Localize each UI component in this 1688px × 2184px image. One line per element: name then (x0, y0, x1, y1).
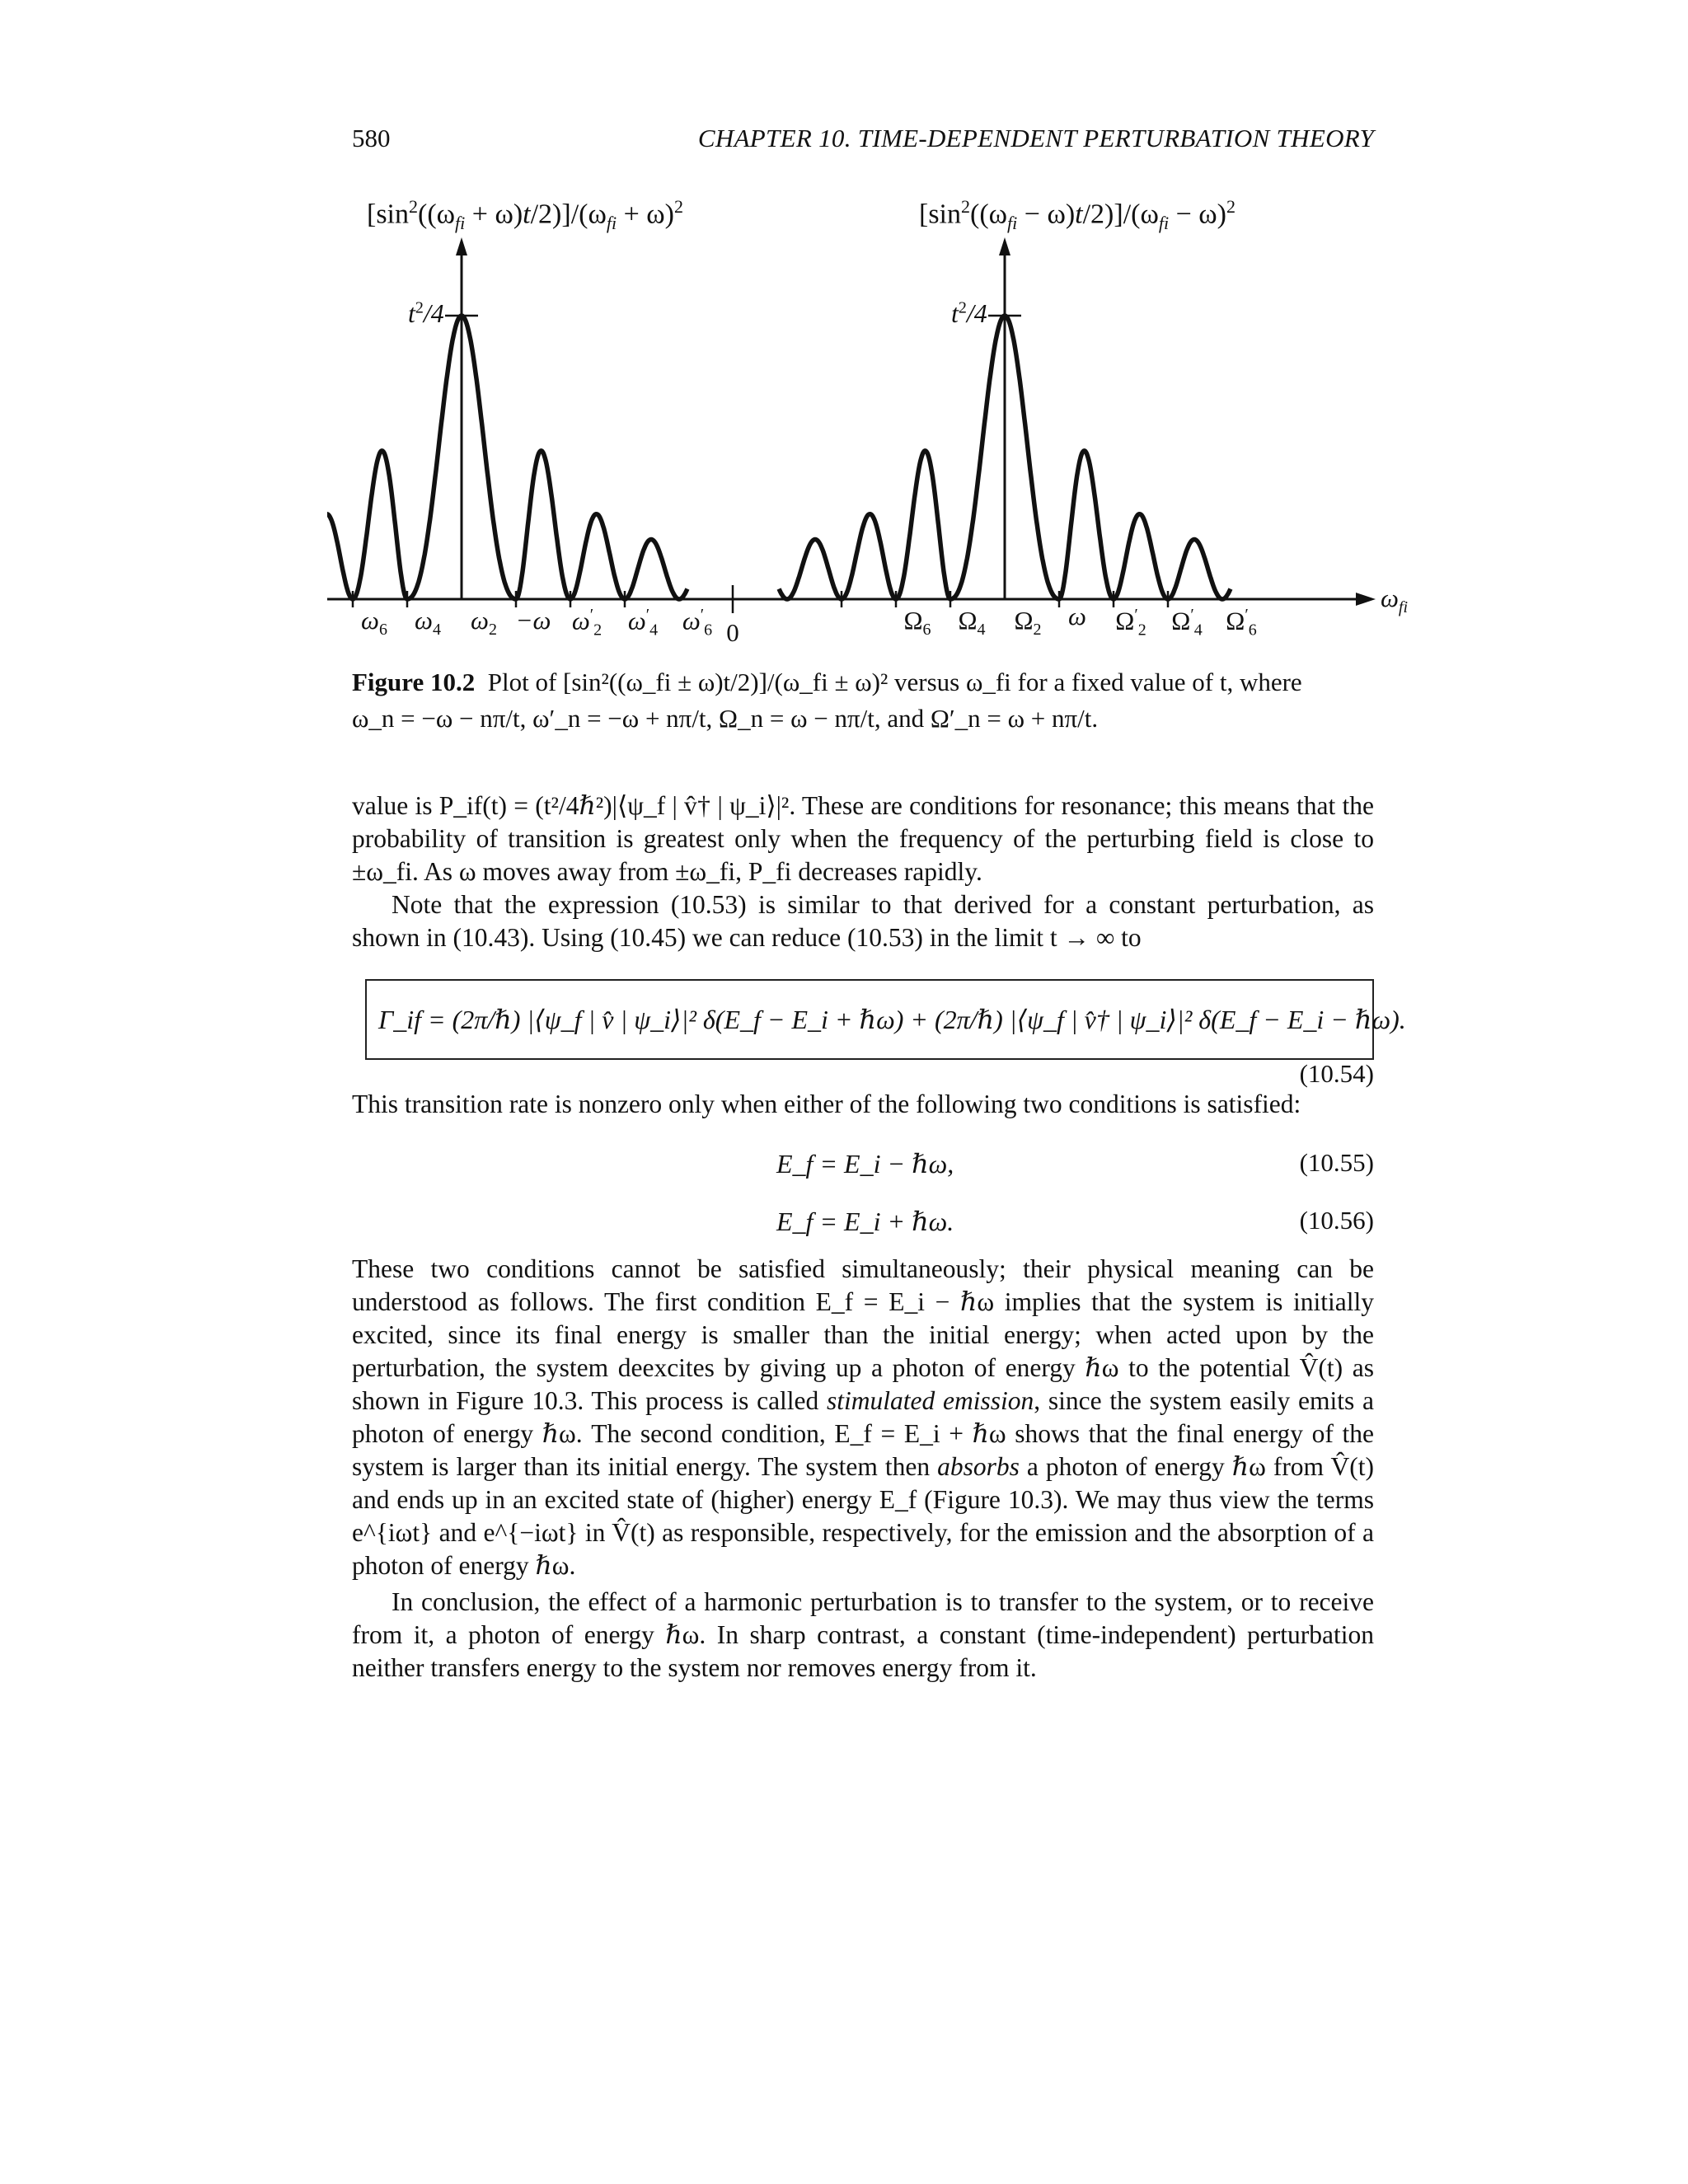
boxed-equation-10-54 (365, 979, 1406, 1060)
paragraph-4 (352, 1253, 1374, 1582)
equation-number-10-54: (10.54) (1299, 1059, 1374, 1088)
tick-label-omega2-prime: $\omega'_2$ (571, 606, 603, 640)
equation-10-55: E_f = E_i − ℏω, (776, 1149, 954, 1179)
equation-number-10-56: (10.56) (1299, 1206, 1374, 1235)
tick-label-omega2: $\omega_2$ (471, 606, 497, 640)
tick-label-minus-omega: −ω (515, 606, 551, 635)
right-y-arrow (999, 237, 1010, 255)
left-sinc-curve (327, 316, 687, 599)
right-peak-label: $t^2/4$ (951, 298, 987, 328)
paragraph-2: Note that the expression (10.53) is similar to that derived for a constant perturbation, as shown in (10.43). Using (10.45) we can reduce (10.53) in the limit t → ∞ to (352, 890, 1374, 952)
left-plot-title: $[\sin^2((\omega_{fi} + \omega)t/2)]/(\omega_{fi} + \omega)^2$ (367, 196, 683, 234)
figure-10-2 (327, 185, 1409, 663)
left-y-arrow (456, 237, 467, 255)
sinc-plot (327, 185, 1399, 663)
p4-emphasis-stimulated-emission: stimulated emission (827, 1386, 1034, 1415)
tick-label-omega6: $\omega_6$ (361, 606, 387, 640)
caption-label: Figure 10.2 (352, 668, 476, 696)
tick-label-omega4-prime: $\omega'_4$ (627, 606, 659, 640)
figure-caption (352, 664, 1374, 737)
caption-line-2: ω_n = −ω − nπ/t, ω′_n = −ω + nπ/t, Ω_n = ω − nπ/t, and Ω′_n = ω + nπ/t. (352, 704, 1099, 733)
tick-label-origin: 0 (726, 618, 739, 647)
left-peak-label: $t^2/4$ (408, 298, 444, 328)
x-axis-arrow (1356, 593, 1376, 606)
equation-number-10-55: (10.55) (1299, 1148, 1374, 1177)
tick-label-omega6-prime: $\omega'_6$ (682, 606, 713, 640)
tick-label-Omega2: $\Omega_2$ (1014, 606, 1042, 640)
equation-10-54: Γ_if = (2π/ℏ) |⟨ψ_f | v̂ | ψ_i⟩|² δ(E_f − E_i + ℏω) + (2π/ℏ) |⟨ψ_f | v̂† | ψ_i⟩|² δ(E_f − E_i − ℏω). (378, 1005, 1406, 1034)
p4-text-c: a photon of energy ℏω from V̂(t) and ends up in an excited state of (higher) energy E_f (Figure 10.3). We may thus view the terms e^{iωt} and e^{−iωt} in V̂(t) as responsible, respectively, for the emission and the absorption of a photon of energy ℏω. (352, 1452, 1374, 1580)
tick-label-Omega6-prime: $\Omega'_6$ (1226, 606, 1257, 640)
p4-emphasis-absorbs: absorbs (937, 1452, 1020, 1481)
equation-10-56: E_f = E_i + ℏω. (776, 1207, 954, 1236)
caption-line-1: Plot of [sin²((ω_fi ± ω)t/2)]/(ω_fi ± ω)² versus ω_fi for a fixed value of t, where (487, 668, 1302, 696)
running-title: CHAPTER 10. TIME-DEPENDENT PERTURBATION THEORY (697, 124, 1374, 152)
paragraph-5: In conclusion, the effect of a harmonic perturbation is to transfer to the system, or to receive from it, a photon of energy ℏω. In sharp contrast, a constant (time-independent) perturbation neither transfers energy to the system nor removes energy from it. (352, 1587, 1374, 1682)
paragraph-3: This transition rate is nonzero only when either of the following two conditions is satisfied: (352, 1090, 1301, 1118)
p4-text-a: These two conditions cannot be satisfied simultaneously; their physical meaning can be understood as follows. The first condition E_f = E_i − ℏω implies that the system is initially excited, since its final energy is smaller than the initial energy; when acted upon by the perturbation, the system deexcites by giving up a photon of energy ℏω to the potential V̂(t) as shown in Figure 10.3. This process is called (352, 1254, 1374, 1415)
p4-text-b: , since the system easily emits a photon of energy ℏω. The second condition, E_f = E_i + ℏω shows that the final energy of the system is larger than its initial energy. The system then (352, 1386, 1375, 1481)
page-number: 580 (352, 124, 391, 152)
tick-label-omega: ω (1068, 602, 1086, 630)
right-plot-title: $[\sin^2((\omega_{fi} - \omega)t/2)]/(\omega_{fi} - \omega)^2$ (919, 196, 1236, 234)
paragraph-1: value is P_if(t) = (t²/4ℏ²)|⟨ψ_f | v̂† | ψ_i⟩|². These are conditions for resonance; this means that the probability of transition is greatest only when the frequency of the perturbing field is close to ±ω_fi. As ω moves away from ±ω_fi, P_fi decreases rapidly. (352, 791, 1374, 886)
tick-label-Omega4: $\Omega_4$ (958, 606, 986, 640)
tick-label-Omega4-prime: $\Omega'_4$ (1171, 606, 1203, 640)
tick-label-omega4: $\omega_4$ (415, 606, 441, 640)
x-axis-label: $\omega_{fi}$ (1381, 583, 1409, 617)
tick-label-Omega2-prime: $\Omega'_2$ (1115, 606, 1146, 640)
tick-label-Omega6: $\Omega_6$ (903, 606, 931, 640)
